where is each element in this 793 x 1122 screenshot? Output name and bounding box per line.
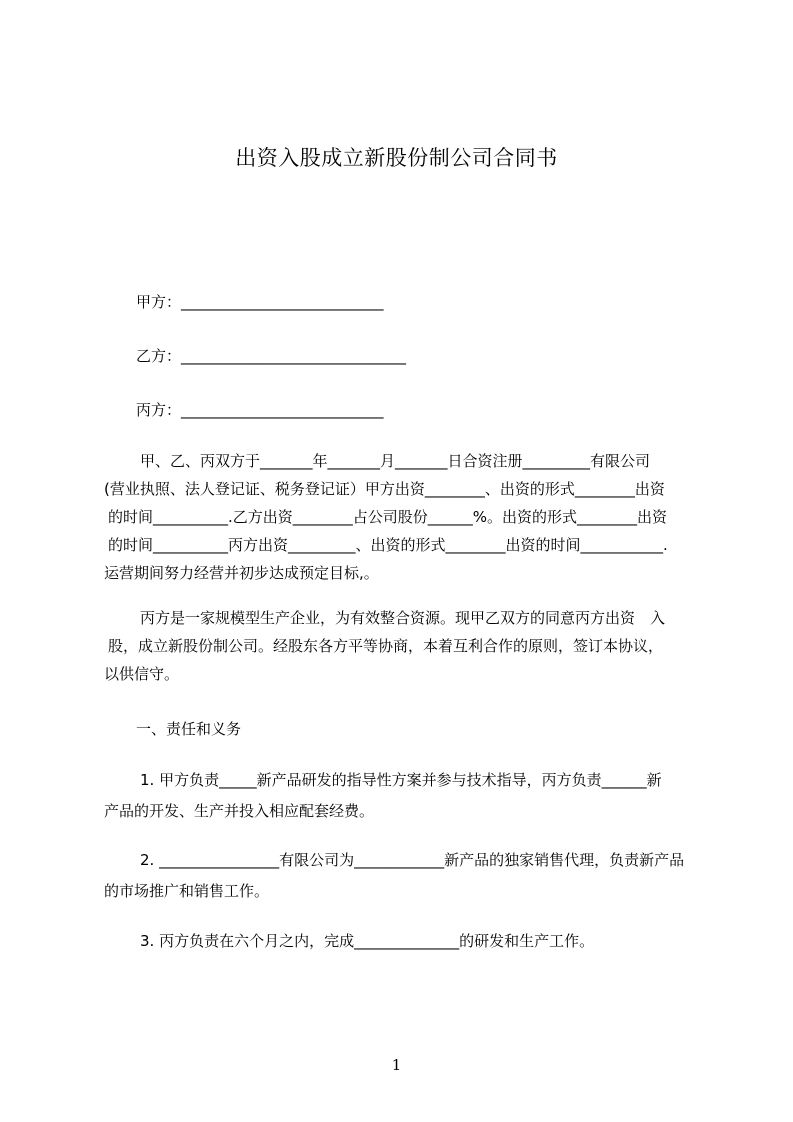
intro-line-3: 的时间__________.乙方出资________占公司股份______%。出资的形式________出资 [108,508,668,526]
intro-line-5: 运营期间努力经营并初步达成预定目标,。 [104,564,379,582]
intro-line-2: (营业执照、法人登记证、税务登记证）甲方出资________、出资的形式________出资 [104,480,665,498]
duty-item-3-line-1: 3. 丙方负责在六个月之内，完成______________的研发和生产工作。 [140,932,595,950]
purpose-line-3: 以供信守。 [104,665,180,683]
purpose-line-2: 股，成立新股份制公司。经股东各方平等协商，本着互利合作的原则，签订本协议， [108,637,664,655]
duty-item-3 [104,926,708,957]
page-number: 1 [391,1056,402,1074]
duty-item-2-line-1: 2. ________________有限公司为____________新产品的独家销售代理，负责新产品 [140,851,685,869]
intro-line-1: 甲、乙、丙双方于_______年_______月_______日合资注册_________有限公司 [140,452,651,470]
party-b-line: 乙方：______________________________ [136,347,407,365]
duty-item-1-line-1: 1. 甲方负责_____新产品研发的指导性方案并参与技术指导，丙方负责______新 [140,771,662,789]
intro-line-4: 的时间__________丙方出资_________、出资的形式________出资的时间___________. [108,536,668,554]
document-title: 出资入股成立新股份制公司合同书 [235,146,558,170]
duty-item-2 [104,845,708,907]
intro-paragraph [104,447,704,587]
party-c-line: 丙方：___________________________ [136,401,384,419]
purpose-paragraph [104,604,704,688]
duty-item-2-line-2: 的市场推广和销售工作。 [104,882,270,900]
party-a-line: 甲方：___________________________ [136,293,384,311]
section-heading: 一、责任和义务 [136,720,242,738]
purpose-line-1: 丙方是一家规模型生产企业，为有效整合资源。现甲乙双方的同意丙方出资 入 [140,609,666,627]
duty-item-1 [104,765,708,827]
duty-item-1-line-2: 产品的开发、生产并投入相应配套经费。 [104,802,375,820]
